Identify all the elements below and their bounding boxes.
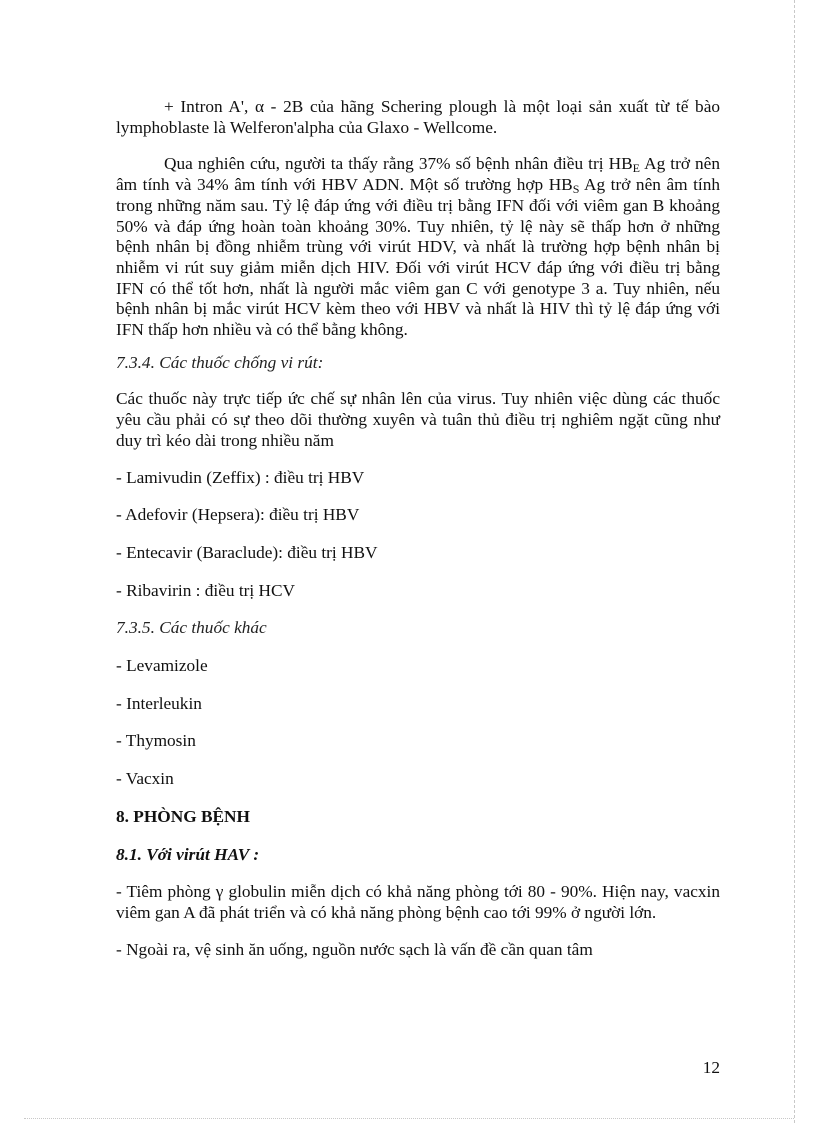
paragraph-hav-vaccine: - Tiêm phòng γ globulin miễn dịch có khả năng phòng tới 80 - 90%. Hiện nay, vacxin viêm gan A đã phát triển và có khả năng phòng bệnh cao tới 99% ở người lớn.	[116, 882, 720, 922]
heading-other-drugs: 7.3.5. Các thuốc khác	[116, 618, 267, 638]
list-item-interleukin: - Interleukin	[116, 693, 202, 713]
heading-hav: 8.1. Với virút HAV :	[116, 844, 260, 864]
paragraph-hygiene: - Ngoài ra, vệ sinh ăn uống, nguồn nước sạch là vấn đề cần quan tâm	[116, 939, 593, 959]
subscript-e: E	[632, 161, 640, 176]
list-item-entecavir: - Entecavir (Baraclude): điều trị HBV	[116, 542, 378, 562]
paragraph-text-2: Ag trở nên âm tính và 34% âm tính với HBV ADN. Một số trường hợp HB	[116, 154, 720, 195]
heading-prevention: 8. PHÒNG BỆNH	[116, 806, 250, 826]
subscript-s: S	[572, 182, 580, 197]
list-item-thymosin: - Thymosin	[116, 731, 196, 751]
list-item-lamivudin: - Lamivudin (Zeffix) : điều trị HBV	[116, 467, 365, 487]
list-item-vacxin: - Vacxin	[116, 769, 174, 789]
paragraph-intron: + Intron A', α - 2B của hãng Schering plough là một loại sản xuất từ tế bào lymphoblaste là Welferon'alpha của Glaxo - Wellcome.	[116, 97, 720, 137]
heading-antiviral-drugs: 7.3.4. Các thuốc chống vi rút:	[116, 352, 324, 372]
paragraph-text-1: Qua nghiên cứu, người ta thấy rằng 37% số bệnh nhân điều trị HB	[164, 154, 633, 174]
paragraph-antiviral-intro: Các thuốc này trực tiếp ức chế sự nhân lên của virus. Tuy nhiên việc dùng các thuốc yêu cầu phải có sự theo dõi thường xuyên và tuân thủ điều trị nghiêm ngặt cũng như duy trì kéo dài trong nhiều năm	[116, 389, 720, 450]
list-item-levamizole: - Levamizole	[116, 656, 208, 676]
page-number: 12	[702, 1058, 720, 1077]
paragraph-ifn-response	[116, 154, 720, 340]
paragraph-text-3: Ag trở nên âm tính trong những năm sau. Tỷ lệ đáp ứng với điều trị bằng IFN đối với viêm gan B khoảng 50% và đáp ứng hoàn toàn khoảng 30%. Tuy nhiên, tỷ lệ này sẽ thấp hơn ở những bệnh nhân bị đồng nhiễm trùng với virút HDV, và nhất là trường hợp bệnh nhân bị nhiễm vi rút suy giảm miễn dịch HIV. Đối với virút HCV đáp ứng với điều trị bằng IFN có thể tốt hơn, nhất là người mắc viêm gan C với genotype 3 a. Tuy nhiên, nếu bệnh nhân bị mắc virút HCV kèm theo với HBV và nhất là HIV thì tỷ lệ đáp ứng với IFN thấp hơn nhiều và có thể bằng không.	[116, 175, 720, 340]
page-content	[116, 97, 720, 960]
list-item-ribavirin: - Ribavirin : điều trị HCV	[116, 580, 296, 600]
page-border-bottom	[24, 1118, 794, 1119]
page-border-right	[794, 0, 795, 1123]
list-item-adefovir: - Adefovir (Hepsera): điều trị HBV	[116, 505, 360, 525]
